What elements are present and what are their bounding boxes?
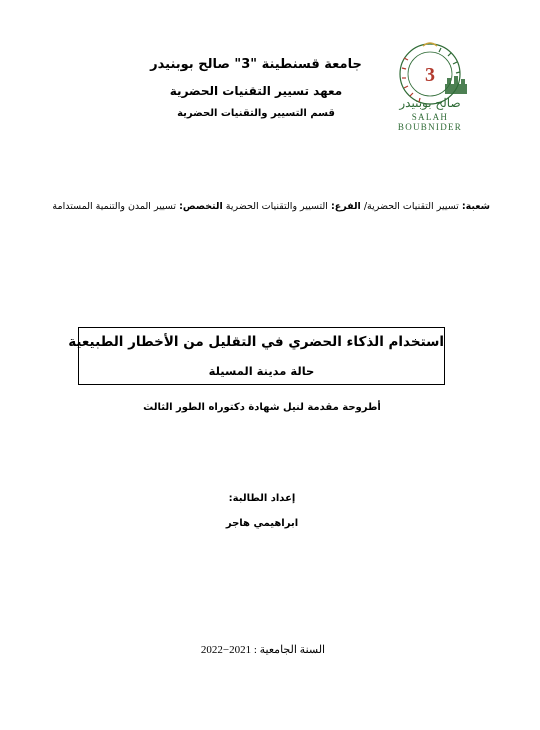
logo-caption-arabic: صالح بوبنيدر: [399, 96, 461, 110]
svg-text:3: 3: [425, 64, 435, 86]
thesis-subtitle: حالة مدينة المسيلة: [208, 364, 315, 378]
thesis-title-box: [68, 327, 445, 385]
prepared-by-label: إعداد الطالبة:: [228, 493, 296, 504]
branch-label: شعبة:: [461, 201, 490, 212]
field-value: التسيير والتقنيات الحضرية: [222, 201, 331, 212]
university-name: جامعة قسنطينة "3" صالح بوبنيدر: [150, 57, 362, 72]
thesis-description: أطروحة مقدمة لنيل شهادة دكتوراه الطور الثالث: [143, 402, 381, 413]
specialization-value: تسيير المدن والتنمية المستدامة: [52, 201, 180, 212]
branch-value: تسيير التقنيات الحضرية/: [360, 201, 462, 212]
field-label: الفرع:: [330, 201, 361, 212]
logo-caption-english: SALAH BOUBNIDER: [397, 112, 463, 132]
academic-year: السنة الجامعية : 2021−2022: [200, 644, 326, 656]
student-name: ابراهيمي هاجر: [225, 518, 299, 529]
specialization-label: التخصص:: [179, 201, 223, 212]
department-name: قسم التسيير والتقنيات الحضرية: [177, 108, 335, 119]
institute-name: معهد تسيير التقنيات الحضرية: [169, 84, 343, 98]
specialty-line: [52, 201, 490, 212]
thesis-title: استخدام الذكاء الحضري في التقليل من الأخطار الطبيعية: [68, 334, 444, 350]
